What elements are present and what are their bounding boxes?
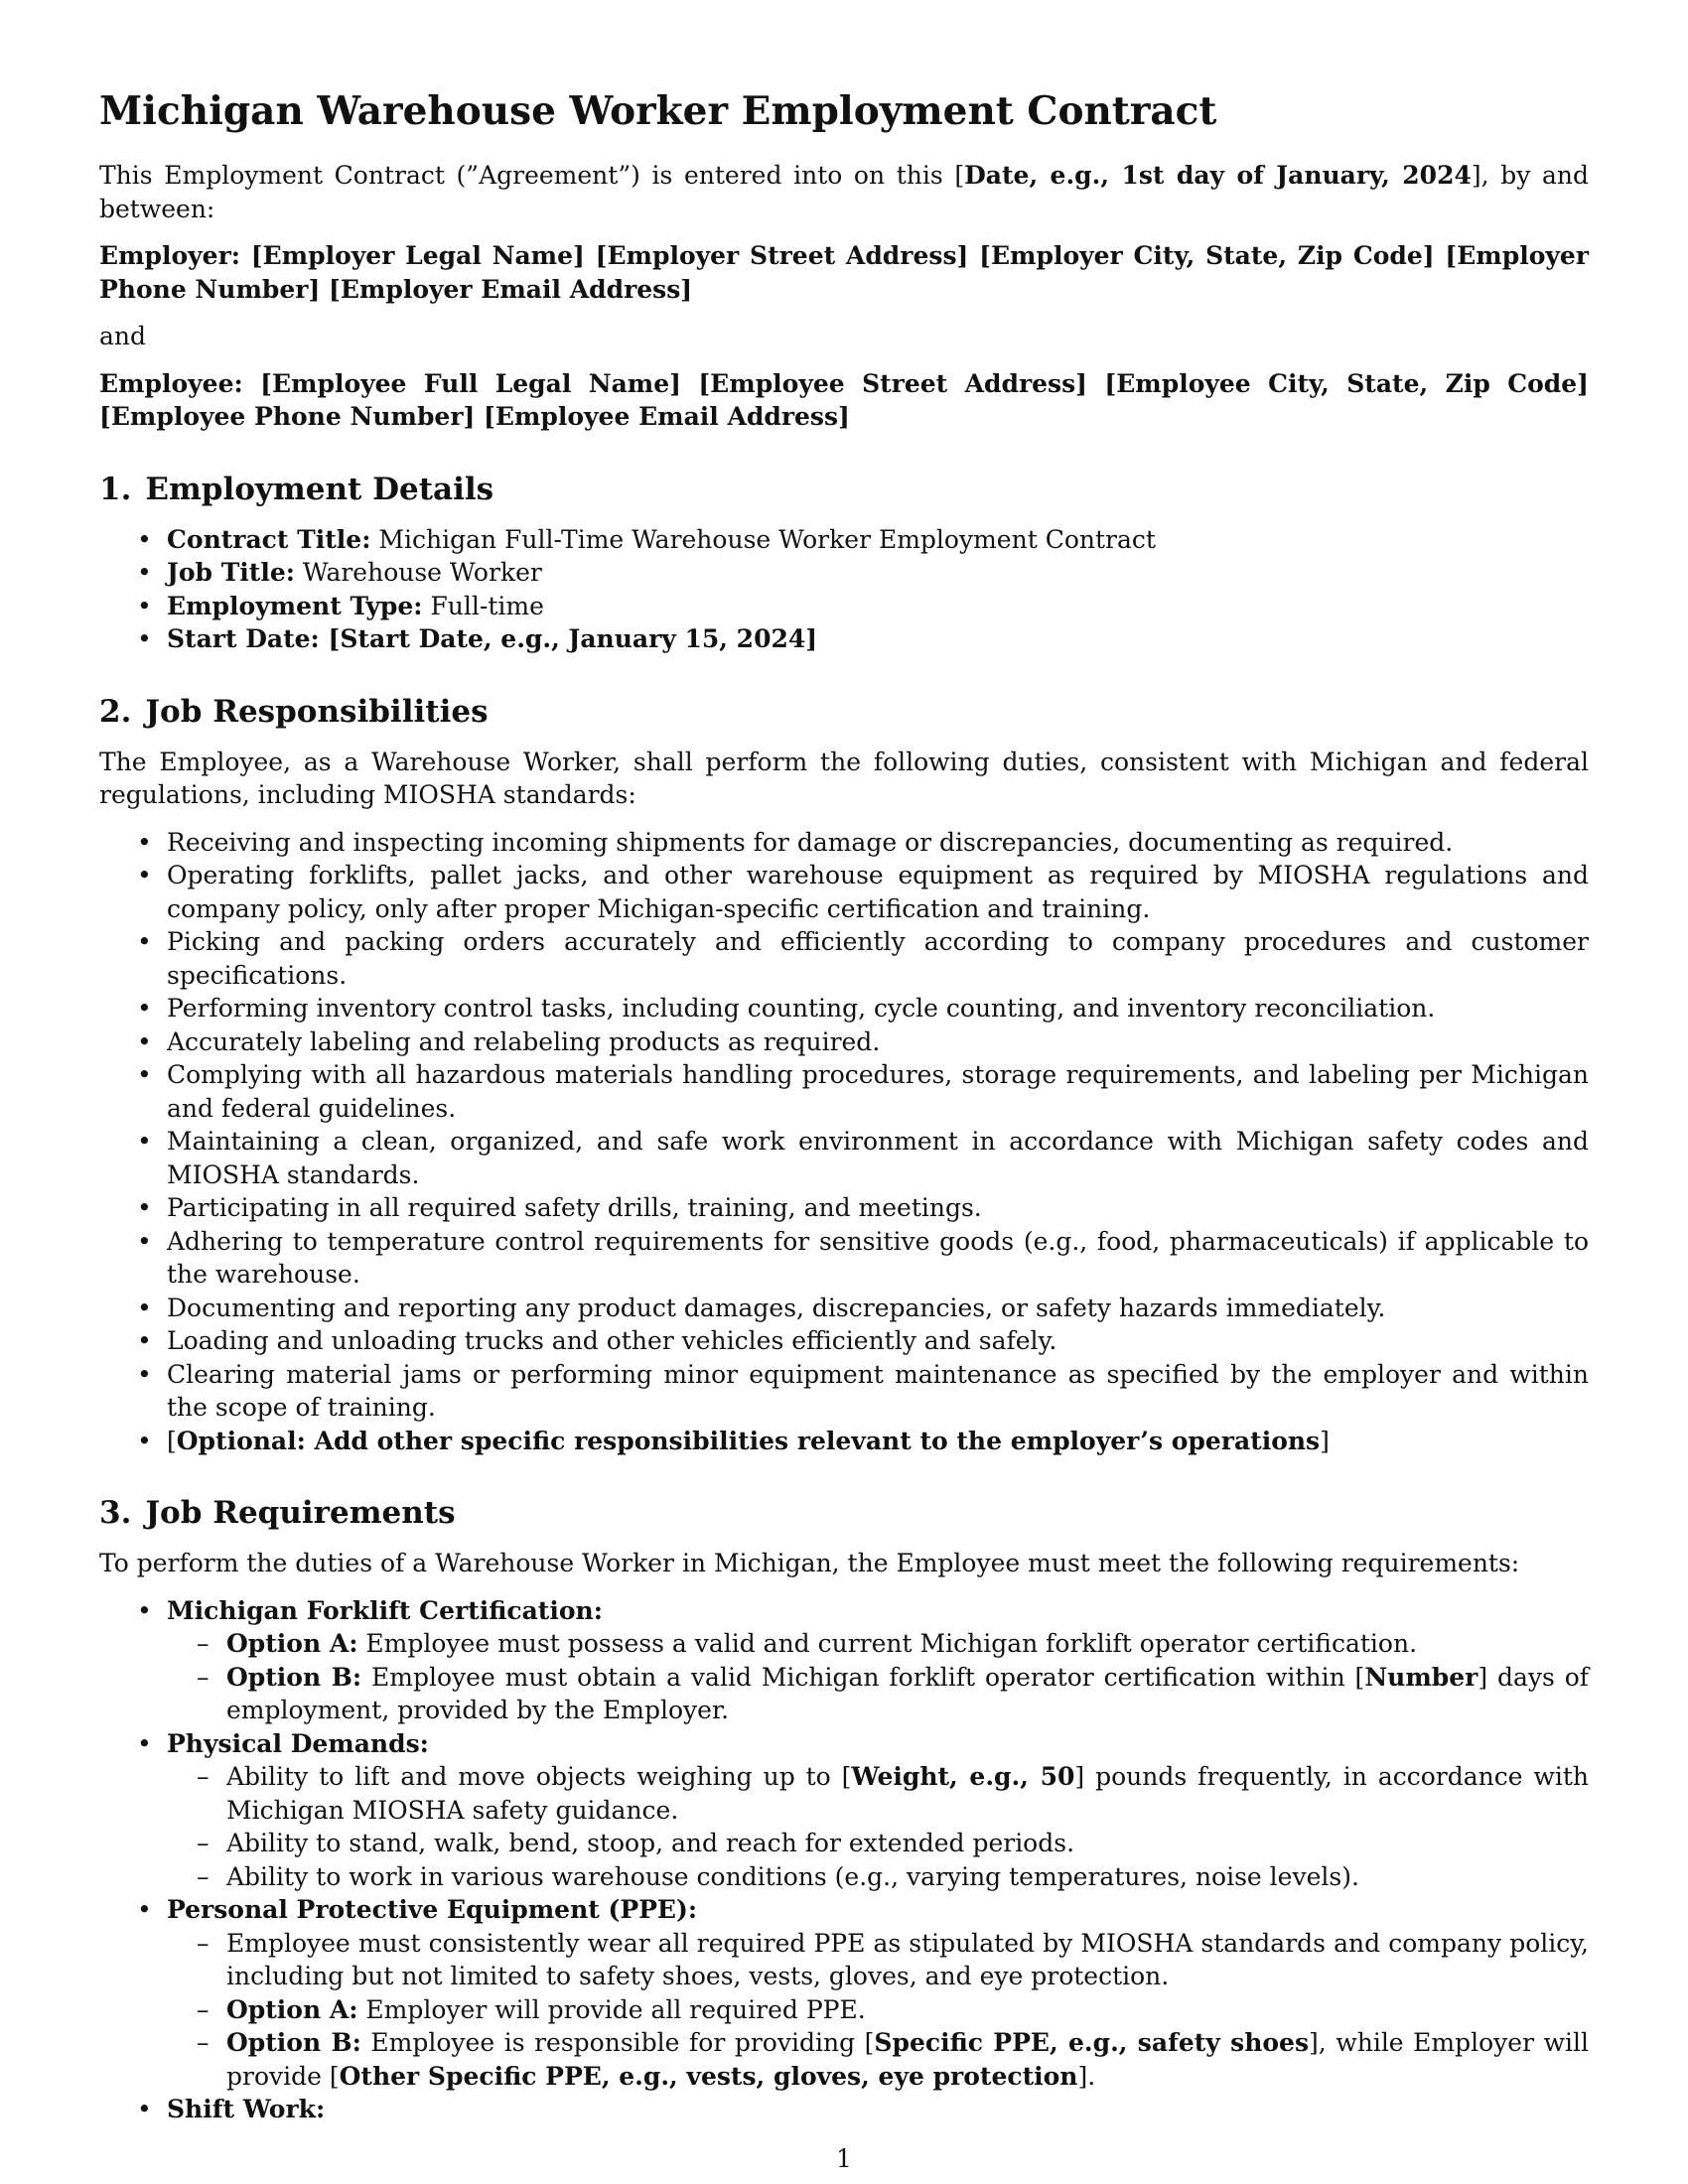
section-number: 3.: [99, 1495, 132, 1531]
specific-ppe-placeholder: Specific PPE, e.g., safety shoes: [874, 2028, 1310, 2057]
option-label: Option A:: [226, 1629, 358, 1658]
list-item-forklift-certification: [99, 1594, 1589, 1727]
option-text: Employer will provide all required PPE.: [357, 1994, 866, 2024]
sub-list-item: [167, 1627, 1589, 1661]
responsibilities-intro: The Employee, as a Warehouse Worker, shall perform the following duties, consistent with Michigan and federal regulations, including MIOSHA standards:: [99, 747, 1589, 809]
item-value: Warehouse Worker: [302, 558, 542, 587]
optional-responsibilities-placeholder: Optional: Add other specific responsibilities relevant to the employer’s operations: [176, 1426, 1321, 1455]
sub-list-item: [167, 2026, 1589, 2093]
contract-date-placeholder: Date, e.g., 1st day of January, 2024: [964, 161, 1472, 190]
section-title: Employment Details: [145, 471, 494, 507]
option-text: Employee is responsible for providing [: [360, 2028, 875, 2057]
list-item: • Maintaining a clean, organized, and safe work environment in accordance with Michigan safety codes and MIOSHA standards.: [99, 1125, 1589, 1191]
option-text: ].: [1077, 2061, 1096, 2091]
employer-label: Employer:: [99, 241, 240, 270]
employee-details: [Employee Full Legal Name] [Employee Street Address] [Employee City, State, Zip Code] [Employee Phone Number] [Employee Email Address]: [99, 368, 1589, 431]
employer-block: [99, 239, 1589, 306]
item-label: Start Date:: [167, 624, 320, 653]
employer-details: [Employer Legal Name] [Employer Street Address] [Employer City, State, Zip Code] [Employer Phone Number] [Employer Email Address]: [99, 241, 1589, 304]
list-item: • Accurately labeling and relabeling products as required.: [99, 1025, 1589, 1059]
list-item: • Loading and unloading trucks and other vehicles efficiently and safely.: [99, 1324, 1589, 1358]
page-number: 1: [836, 2144, 852, 2173]
item-value: Full-time: [430, 591, 544, 620]
responsibilities-list: [99, 826, 1589, 1458]
option-label: Option B:: [226, 2028, 361, 2057]
list-item: • Performing inventory control tasks, including counting, cycle counting, and inventory reconciliation.: [99, 992, 1589, 1025]
list-item: • Adhering to temperature control requirements for sensitive goods (e.g., food, pharmaceuticals) if applicable to the warehouse.: [99, 1225, 1589, 1292]
list-item-shift-work: [99, 2093, 1589, 2126]
section-number: 1.: [99, 471, 132, 507]
list-item: • Receiving and inspecting incoming shipments for damage or discrepancies, documenting as required.: [99, 826, 1589, 860]
section-title: Job Responsibilities: [145, 693, 489, 730]
item-label: Michigan Forklift Certification:: [167, 1595, 603, 1625]
employee-block: [99, 367, 1589, 434]
list-item: • Documenting and reporting any product damages, discrepancies, or safety hazards immediately.: [99, 1292, 1589, 1325]
document-title: Michigan Warehouse Worker Employment Contract: [99, 88, 1217, 134]
option-text: Employee must obtain a valid Michigan forklift operator certification within [: [361, 1662, 1365, 1692]
item-text: Ability to lift and move objects weighing up to [: [226, 1762, 852, 1791]
list-item: [99, 523, 1589, 557]
item-label: Shift Work:: [167, 2095, 326, 2123]
and-text: and: [99, 322, 147, 350]
list-item: • Clearing material jams or performing minor equipment maintenance as specified by the employer and within the scope of training.: [99, 1358, 1589, 1425]
intro-text-post: ], by and between:: [99, 161, 1589, 223]
list-item: • Complying with all hazardous materials handling procedures, storage requirements, and labeling per Michigan and federal guidelines.: [99, 1058, 1589, 1125]
item-label: Personal Protective Equipment (PPE):: [167, 1895, 698, 1924]
list-item: [99, 590, 1589, 623]
start-date-placeholder: [Start Date, e.g., January 15, 2024]: [328, 624, 818, 653]
option-text: Employee must possess a valid and current Michigan forklift operator certification.: [357, 1629, 1418, 1658]
option-label: Option A:: [226, 1994, 358, 2024]
item-label: Contract Title:: [167, 524, 371, 554]
item-value: Michigan Full-Time Warehouse Worker Employment Contract: [378, 524, 1156, 554]
sub-list-item: [167, 1993, 1589, 2027]
list-item: [99, 622, 1589, 656]
list-item: • [Optional: Add other specific responsibilities relevant to the employer’s operations]: [99, 1425, 1589, 1458]
option-text: ], while Employer will provide [: [226, 2028, 1590, 2091]
employment-details-list: [99, 523, 1589, 656]
list-item: • Participating in all required safety drills, training, and meetings.: [99, 1191, 1589, 1225]
section-heading-job-requirements: [99, 1493, 1589, 1533]
intro-text-pre: This Employment Contract (”Agreement”) is entered into on this [: [99, 161, 965, 190]
sub-list-item: – Ability to stand, walk, bend, stoop, and reach for extended periods.: [167, 1827, 1589, 1860]
section-number: 2.: [99, 693, 132, 730]
item-label: Employment Type:: [167, 591, 423, 620]
ppe-list: [167, 1927, 1589, 2094]
sub-list-item: – Ability to work in various warehouse conditions (e.g., varying temperatures, noise levels).: [167, 1860, 1589, 1894]
section-title: Job Requirements: [145, 1495, 456, 1531]
number-placeholder: Number: [1364, 1662, 1478, 1692]
list-item: [99, 556, 1589, 590]
sub-list-item: [167, 1661, 1589, 1727]
section-heading-job-responsibilities: [99, 692, 1589, 732]
list-item: • Operating forklifts, pallet jacks, and other warehouse equipment as required by MIOSHA regulations and company policy, only after proper Michigan-specific certification and training.: [99, 859, 1589, 925]
list-item-physical-demands: [99, 1727, 1589, 1894]
contract-page: [99, 87, 1589, 2126]
intro-paragraph: [99, 159, 1589, 225]
other-ppe-placeholder: Other Specific PPE, e.g., vests, gloves, eye protection: [339, 2061, 1078, 2091]
option-text: ] days of employment, provided by the Employer.: [226, 1662, 1590, 1724]
weight-placeholder: Weight, e.g., 50: [851, 1762, 1075, 1791]
sub-list-item: – Employee must consistently wear all required PPE as stipulated by MIOSHA standards and company policy, including but not limited to safety shoes, vests, gloves, and eye protection.: [167, 1927, 1589, 1993]
forklift-options-list: [167, 1627, 1589, 1727]
item-label: Job Title:: [167, 558, 295, 587]
item-text: ] pounds frequently, in accordance with Michigan MIOSHA safety guidance.: [226, 1762, 1589, 1825]
option-label: Option B:: [226, 1662, 362, 1692]
sub-list-item: [167, 1760, 1589, 1827]
physical-demands-list: [167, 1760, 1589, 1893]
employee-label: Employee:: [99, 368, 243, 398]
requirements-intro: To perform the duties of a Warehouse Worker in Michigan, the Employee must meet the following requirements:: [99, 1549, 1520, 1577]
list-item-ppe: [99, 1893, 1589, 2093]
requirements-list: [99, 1594, 1589, 2126]
section-heading-employment-details: [99, 470, 1589, 509]
list-item: • Picking and packing orders accurately and efficiently according to company procedures and customer specifications.: [99, 925, 1589, 992]
item-label: Physical Demands:: [167, 1728, 429, 1758]
